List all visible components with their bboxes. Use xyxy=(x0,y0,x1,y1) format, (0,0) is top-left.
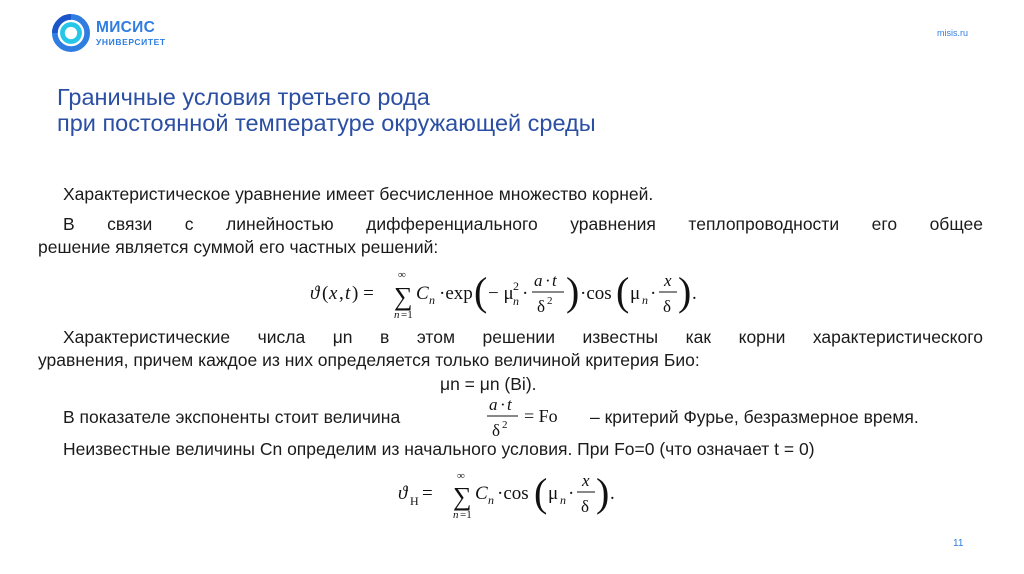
brand-logo xyxy=(52,14,166,52)
svg-text:·exp: ·exp xyxy=(439,283,473,304)
svg-text:δ: δ xyxy=(537,297,546,316)
svg-text:n: n xyxy=(642,293,648,307)
svg-text:∞: ∞ xyxy=(457,470,465,482)
brand-name: МИСИС xyxy=(96,18,156,36)
svg-text:·: · xyxy=(650,283,657,304)
svg-text:a: a xyxy=(489,395,498,414)
svg-text:− μ: − μ xyxy=(488,283,514,304)
paragraph-fourier-before: В показателе экспоненты стоит величина xyxy=(63,407,401,427)
svg-text:) =: ) = xyxy=(352,283,374,304)
svg-text:δ: δ xyxy=(492,421,501,440)
svg-text:t: t xyxy=(507,395,512,414)
svg-text:·cos: ·cos xyxy=(580,283,612,304)
paragraph-roots: Характеристическое уравнение имеет бесчисленное множество корней. xyxy=(63,184,654,204)
svg-text:C: C xyxy=(416,283,429,304)
svg-text:ϑ: ϑ xyxy=(310,283,320,304)
svg-text:x: x xyxy=(329,283,338,304)
svg-text:(: ( xyxy=(616,269,630,314)
title-line-2: при постоянной температуре окружающей среды xyxy=(57,110,596,136)
initial-condition-formula xyxy=(396,466,636,526)
paragraph-characteristic-2: уравнения, причем каждое из них определяется только величиной критерия Био: xyxy=(38,350,700,370)
svg-text:(: ( xyxy=(474,269,488,314)
svg-text:=: = xyxy=(422,483,433,504)
svg-text:·: · xyxy=(500,395,506,414)
svg-text:.: . xyxy=(692,283,697,304)
svg-text:C: C xyxy=(475,483,488,504)
svg-text:n: n xyxy=(394,309,400,321)
mu-biot-equation: μn = μn (Bi). xyxy=(440,374,537,394)
paragraph-linearity-2: решение является суммой его частных решений: xyxy=(38,237,439,257)
svg-text:x: x xyxy=(582,471,590,490)
svg-text:Н: Н xyxy=(410,494,419,508)
svg-text:=1: =1 xyxy=(460,509,472,521)
svg-text:·cos: ·cos xyxy=(497,483,529,504)
svg-text:): ) xyxy=(566,269,580,314)
slide-title xyxy=(57,84,596,136)
paragraph-linearity-1: В связи с линейностью дифференциального уравнения теплопроводности его общее xyxy=(63,214,983,234)
svg-text:t: t xyxy=(345,283,351,304)
svg-text:·: · xyxy=(522,283,529,304)
site-link[interactable]: misis.ru xyxy=(937,28,968,38)
misis-logo-icon xyxy=(52,14,90,52)
svg-text:.: . xyxy=(610,483,615,504)
svg-text:x: x xyxy=(664,271,672,290)
svg-text:= Fo: = Fo xyxy=(524,406,558,426)
svg-text:n: n xyxy=(513,294,519,308)
svg-text:(: ( xyxy=(534,470,548,515)
svg-text:n: n xyxy=(429,293,435,307)
svg-text:t: t xyxy=(552,271,557,290)
paragraph-initial-condition: Неизвестные величины Cn определим из начального условия. При Fo=0 (что означает t = 0) xyxy=(63,439,815,459)
svg-text:(: ( xyxy=(322,283,329,304)
svg-text:·: · xyxy=(568,483,575,504)
svg-text:,: , xyxy=(339,283,344,304)
page-number: 11 xyxy=(953,538,964,549)
svg-text:δ: δ xyxy=(581,497,590,516)
fourier-number-formula xyxy=(486,394,578,442)
svg-text:): ) xyxy=(596,470,610,515)
brand-subtitle: УНИВЕРСИТЕТ xyxy=(96,37,166,47)
svg-text:2: 2 xyxy=(547,295,553,307)
svg-text:=1: =1 xyxy=(401,309,413,321)
svg-text:n: n xyxy=(453,509,459,521)
svg-text:): ) xyxy=(678,269,692,314)
general-solution-formula xyxy=(308,262,728,326)
svg-text:n: n xyxy=(488,493,494,507)
title-line-1: Граничные условия третьего рода xyxy=(57,84,430,110)
svg-text:·: · xyxy=(545,271,551,290)
svg-text:∑: ∑ xyxy=(394,282,413,311)
svg-text:∑: ∑ xyxy=(453,482,472,511)
svg-text:a: a xyxy=(534,271,543,290)
paragraph-fourier-after: – критерий Фурье, безразмерное время. xyxy=(590,407,919,427)
svg-text:n: n xyxy=(560,493,566,507)
svg-text:2: 2 xyxy=(502,419,508,431)
svg-text:μ: μ xyxy=(630,283,641,304)
svg-text:2: 2 xyxy=(513,279,519,293)
svg-text:δ: δ xyxy=(663,297,672,316)
svg-text:∞: ∞ xyxy=(398,269,406,281)
svg-text:ϑ: ϑ xyxy=(398,483,408,504)
svg-text:μ: μ xyxy=(548,483,559,504)
paragraph-characteristic-1: Характеристические числа μn в этом решении известны как корни характеристического xyxy=(63,327,983,347)
